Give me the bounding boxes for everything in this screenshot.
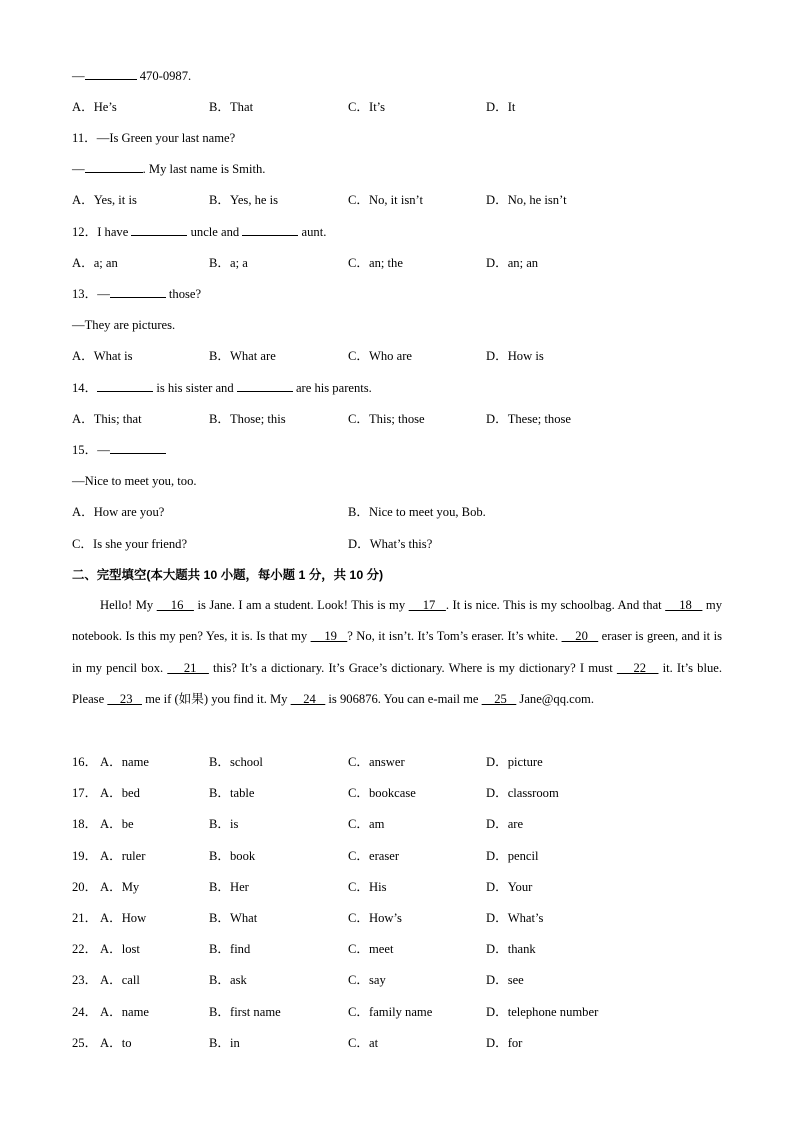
cloze-option-a: A．bed [100,786,140,801]
cloze-option-d: D．are [486,817,524,832]
cloze-option-d: D．Your [486,879,533,894]
q12-option-b: B．a; a [209,256,248,270]
cloze-option-a: A．to [100,1035,132,1050]
q12-option-d: D．an; an [486,256,539,270]
cloze-blank: 21 [167,660,209,675]
cloze-option-a: A．My [100,879,140,894]
cloze-question-number: 25． [72,1035,98,1050]
q11-option-a: A．Yes, it is [72,193,137,207]
q14-stem-c: are his parents. [292,381,372,395]
q14-option-c: C．This; those [348,412,425,426]
answer-blank [110,286,166,298]
cloze-blank: 23 [107,691,142,706]
q12-stem-b: uncle and [187,225,243,239]
cloze-option-a: A．ruler [100,848,146,863]
q12-stem [72,224,326,240]
q11-option-c: C．No, it isn’t [348,193,423,207]
q14-option-a: A．This; that [72,412,142,426]
q15-option-c: C．Is she your friend? [72,537,188,551]
cloze-option-b: B．book [209,848,256,863]
cloze-option-b: B．table [209,786,255,801]
cloze-option-a: A．How [100,911,147,925]
q10-stem [72,68,191,84]
cloze-option-c: C．family name [348,1004,433,1019]
answer-blank [110,442,166,454]
q14-option-b: B．Those; this [209,412,286,426]
q14-option-d: D．These; those [486,412,571,426]
cloze-question-number: 20． [72,879,98,894]
section-heading: 二、完型填空(本大题共 10 小题，每小题 1 分，共 10 分) [72,568,384,582]
cloze-option-b: B．Her [209,879,249,894]
cloze-option-d: D．telephone number [486,1004,599,1019]
answer-blank [97,380,153,392]
cloze-question-number: 17． [72,786,98,801]
cloze-option-a: A．lost [100,942,140,957]
passage-text: eraser is green, and it is in my pencil box. [72,629,722,675]
cloze-option-a: A．be [100,817,134,832]
cloze-blank: 16 [156,598,194,612]
passage-text: me if (如果) you find it. My [141,691,291,706]
q14-stem-b: is his sister and [153,381,237,395]
q11-option-d: D．No, he isn’t [486,193,567,207]
cloze-option-c: C．meet [348,942,394,957]
cloze-option-b: B．in [209,1035,240,1050]
cloze-blank: 25 [481,691,517,706]
cloze-option-c: C．say [348,973,386,988]
q11-dash: — [72,162,85,176]
cloze-option-b: B．ask [209,973,247,988]
q11-reply-tail: . My last name is Smith. [142,162,266,176]
cloze-option-b: B．is [209,817,239,832]
answer-blank [237,380,293,392]
cloze-blank: 20 [561,629,599,644]
q13-stem-b: those? [165,287,202,301]
cloze-option-a: A．call [100,973,140,988]
cloze-option-d: D．What’s [486,911,544,925]
cloze-option-a: A．name [100,1004,149,1019]
cloze-question-number: 23． [72,973,98,988]
cloze-option-c: C．eraser [348,848,400,863]
q11-option-b: B．Yes, he is [209,193,279,207]
cloze-option-d: D．for [486,1035,523,1050]
cloze-option-d: D．picture [486,755,543,769]
q14-stem [72,380,372,396]
cloze-question-number: 21． [72,911,98,925]
q13-reply: —They are pictures. [72,318,176,332]
cloze-blank: 19 [310,629,348,644]
cloze-blank: 24 [290,691,326,706]
cloze-blank: 18 [665,598,703,612]
cloze-question-number: 18． [72,817,98,832]
cloze-option-c: C．at [348,1035,379,1050]
q10-option-c: C．It’s [348,100,386,114]
q13-stem-a: 13．— [72,287,110,301]
passage-text: it. It’s blue. Please [72,660,722,706]
q13-stem [72,286,201,302]
q14-stem-a: 14． [72,381,98,395]
q12-option-a: A．a; an [72,256,118,270]
q15-stem [72,442,166,458]
passage-text: this? It’s a dictionary. It’s Grace’s dictionary. Where is my dictionary? I must [208,660,617,675]
passage-text: is 906876. You can e-mail me [325,691,482,706]
cloze-option-b: B．What [209,911,258,925]
q11-stem: 11．—Is Green your last name? [72,131,236,145]
cloze-blank: 22 [616,660,659,675]
cloze-option-d: D．thank [486,942,536,957]
passage-text: . It is nice. This is my schoolbag. And that [445,598,666,612]
q12-stem-a: 12．I have [72,225,132,239]
answer-blank [85,161,143,173]
passage-text: Jane@qq.com. [516,691,594,706]
passage-text: my notebook. Is this my pen? Yes, it is. Is that my [72,598,723,644]
q10-option-b: B．That [209,100,254,114]
cloze-option-a: A．name [100,755,149,769]
cloze-option-d: D．see [486,973,524,988]
cloze-option-d: D．pencil [486,848,539,863]
q15-option-b: B．Nice to meet you, Bob. [348,505,486,519]
passage-text: ? No, it isn’t. It’s Tom’s eraser. It’s white. [347,629,562,644]
q12-stem-c: aunt. [298,225,327,239]
cloze-option-b: B．school [209,755,263,769]
cloze-question-number: 24． [72,1004,98,1019]
cloze-question-number: 22． [72,942,98,957]
q15-option-d: D．What’s this? [348,537,433,551]
q13-option-a: A．What is [72,349,133,363]
passage-text: Hello! My [100,598,157,612]
q13-option-c: C．Who are [348,349,412,363]
cloze-question-number: 19． [72,848,98,863]
q13-option-d: D．How is [486,349,544,363]
q15-reply: —Nice to meet you, too. [72,474,197,488]
cloze-option-b: B．find [209,942,251,957]
cloze-option-c: C．am [348,817,385,832]
q11-reply [72,161,265,177]
q13-option-b: B．What are [209,349,276,363]
q15-option-a: A．How are you? [72,505,165,519]
q10-option-a: A．He’s [72,100,117,114]
answer-blank [85,68,137,80]
passage-text: is Jane. I am a student. Look! This is my [193,598,409,612]
answer-blank [131,224,187,236]
q10-option-d: D．It [486,100,516,114]
q10-stem-tail: 470-0987. [136,69,192,83]
cloze-question-number: 16． [72,755,98,769]
cloze-blank: 17 [408,598,446,612]
cloze-option-c: C．bookcase [348,786,416,801]
q15-stem-a: 15．— [72,443,110,457]
answer-blank [242,224,298,236]
cloze-option-d: D．classroom [486,786,559,801]
cloze-passage [72,590,722,715]
cloze-option-b: B．first name [209,1004,281,1019]
q12-option-c: C．an; the [348,256,403,270]
cloze-option-c: C．answer [348,755,405,769]
cloze-option-c: C．How’s [348,911,402,925]
q10-dash: — [72,69,85,83]
cloze-option-c: C．His [348,879,387,894]
